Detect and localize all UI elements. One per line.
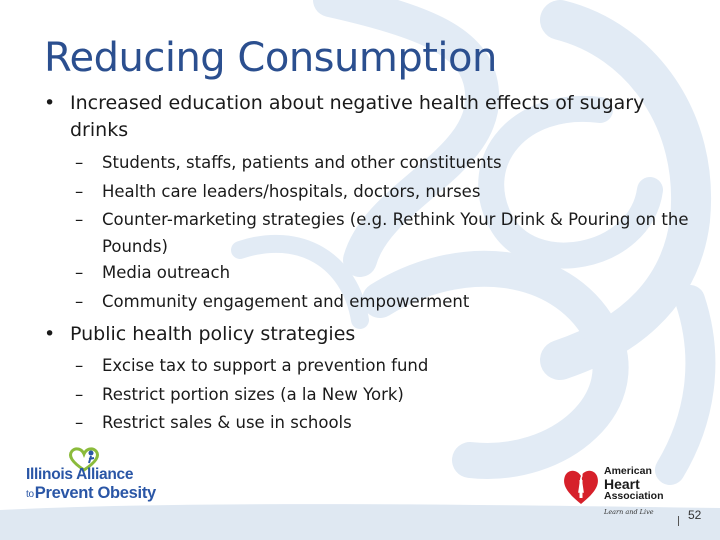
page-number: 52 (688, 508, 702, 522)
sub-bullet-marker: – (75, 153, 84, 172)
aha-tagline: Learn and Live (604, 508, 654, 516)
sub-bullet-marker: – (75, 182, 84, 201)
american-heart-association-logo (560, 462, 670, 522)
aha-logo-line3: Association (604, 490, 664, 502)
sub-bullet-text: Health care leaders/hospitals, doctors, nurses (102, 182, 481, 201)
ilpo-logo-line2: Prevent Obesity (34, 484, 156, 502)
sub-bullet-marker: – (75, 385, 84, 404)
sub-bullet-text: Community engagement and empowerment (102, 292, 470, 311)
bullet-marker: • (44, 323, 56, 345)
bullet-marker: • (44, 92, 56, 114)
ilpo-logo-line1: Illinois Alliance (26, 466, 134, 483)
aha-logo-name (604, 466, 664, 502)
aha-logo-line2: Heart (604, 476, 640, 492)
bullet-text: Public health policy strategies (70, 323, 356, 345)
sub-bullet-text: Restrict portion sizes (a la New York) (102, 385, 404, 404)
bullet-text: Increased education about negative health effects of sugary drinks (70, 92, 645, 141)
sub-bullet-marker: – (75, 263, 84, 282)
ilpo-logo-to: to (26, 489, 34, 500)
sub-bullet-text: Excise tax to support a prevention fund (102, 356, 429, 375)
sub-bullet-marker: – (75, 413, 84, 432)
sub-bullet-text: Students, staffs, patients and other constituents (102, 153, 502, 172)
aha-logo-line1: American (604, 465, 652, 477)
sub-bullet-text: Restrict sales & use in schools (102, 413, 352, 432)
sub-bullet-marker: – (75, 292, 84, 311)
aha-heart-torch-icon (560, 462, 602, 508)
slide-title: Reducing Consumption (44, 35, 497, 81)
sub-bullet-text: Media outreach (102, 263, 231, 282)
sub-bullet-text: Counter-marketing strategies (e.g. Rethink Your Drink & Pouring on the Pounds) (102, 210, 689, 256)
illinois-alliance-logo (26, 448, 161, 504)
sub-bullet-marker: – (75, 356, 84, 375)
ilpo-logo-line2-wrap (26, 484, 156, 503)
sub-bullet-marker: – (75, 210, 84, 229)
page-number-divider (678, 516, 679, 526)
